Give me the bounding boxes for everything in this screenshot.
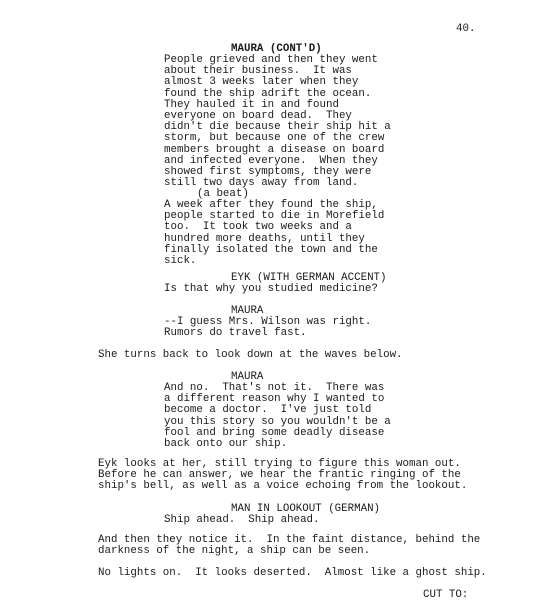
character-cue-eyk: EYK (WITH GERMAN ACCENT): [231, 272, 387, 284]
parenthetical-a-beat: (a beat): [197, 188, 249, 200]
dialogue-maura-1a: People grieved and then they went about their business. It was almost 3 weeks later when they found the ship adrift the ocean. They hauled it in and found everyone on board dead. They didn't die because their ship hit a storm, but because one of the crew members brought a disease on board and infected everyone. When they showed first symptoms, they were still two days away from land.: [164, 54, 391, 190]
action-line-1: She turns back to look down at the waves below.: [98, 349, 403, 361]
action-line-4: No lights on. It looks deserted. Almost like a ghost ship.: [98, 567, 487, 579]
page-number: 40.: [456, 23, 476, 35]
dialogue-maura-1b: A week after they found the ship, people started to die in Morefield too. It took two weeks and a hundred more deaths, until they finally isolated the town and the sick.: [164, 199, 385, 268]
character-cue-maura-2: MAURA: [231, 305, 264, 317]
dialogue-man-in-lookout: Ship ahead. Ship ahead.: [164, 514, 320, 526]
dialogue-maura-2: --I guess Mrs. Wilson was right. Rumors do travel fast.: [164, 316, 372, 340]
character-cue-maura-contd: MAURA (CONT'D): [231, 43, 322, 55]
action-line-3: And then they notice it. In the faint distance, behind the darkness of the night, a ship can be seen.: [98, 534, 481, 558]
transition-cut-to: CUT TO:: [423, 589, 469, 601]
dialogue-maura-3: And no. That's not it. There was a different reason why I wanted to become a doctor. I've just told you this story so you wouldn't be a fool and bring some deadly disease back onto our ship.: [164, 382, 391, 451]
character-cue-maura-3: MAURA: [231, 371, 264, 383]
dialogue-eyk: Is that why you studied medicine?: [164, 283, 378, 295]
character-cue-man-in-lookout: MAN IN LOOKOUT (GERMAN): [231, 503, 381, 515]
action-line-2: Eyk looks at her, still trying to figure this woman out. Before he can answer, we hear the frantic ringing of the ship's bell, as well as a voice echoing from the lookout.: [98, 458, 468, 493]
